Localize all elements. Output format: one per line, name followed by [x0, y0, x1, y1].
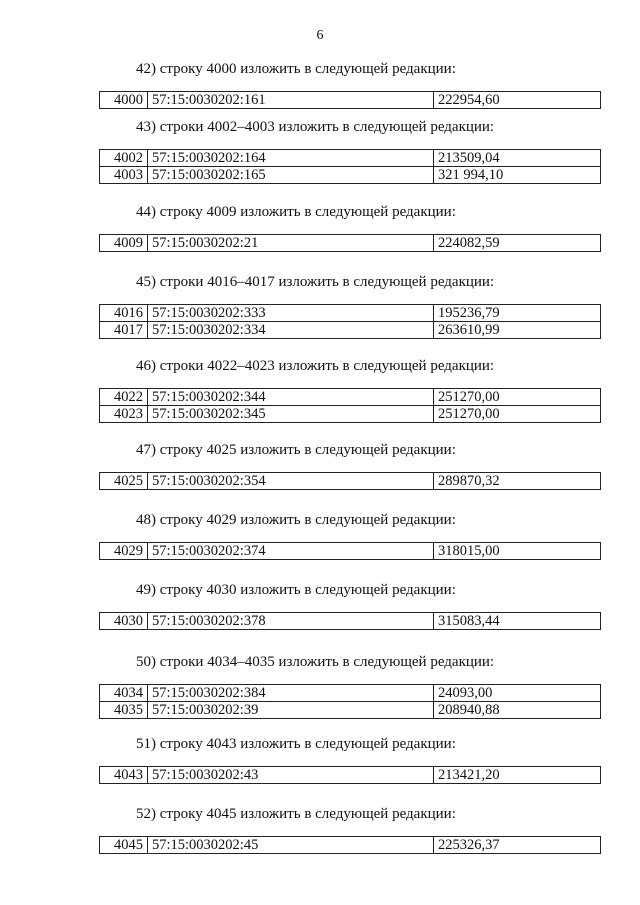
row-number: 4000	[100, 92, 148, 109]
cadastral-number: 57:15:0030202:21	[148, 235, 434, 252]
amendment-instruction: 48) строку 4029 изложить в следующей редакции:	[136, 512, 456, 528]
cadastral-value: 213509,04	[434, 150, 601, 167]
amendment-table	[99, 612, 601, 630]
cadastral-value: 222954,60	[434, 92, 601, 109]
cadastral-number: 57:15:0030202:354	[148, 473, 434, 490]
cadastral-number: 57:15:0030202:45	[148, 837, 434, 854]
amendment-instruction: 45) строки 4016–4017 изложить в следующей редакции:	[136, 274, 495, 290]
row-number: 4017	[100, 322, 148, 339]
cadastral-number: 57:15:0030202:333	[148, 305, 434, 322]
table-row	[100, 702, 601, 719]
cadastral-value: 24093,00	[434, 685, 601, 702]
cadastral-value: 213421,20	[434, 767, 601, 784]
row-number: 4022	[100, 389, 148, 406]
amendment-instruction: 43) строки 4002–4003 изложить в следующей редакции:	[136, 119, 495, 135]
table-row	[100, 837, 601, 854]
table-row	[100, 235, 601, 252]
cadastral-number: 57:15:0030202:344	[148, 389, 434, 406]
cadastral-value: 195236,79	[434, 305, 601, 322]
row-number: 4023	[100, 406, 148, 423]
cadastral-value: 224082,59	[434, 235, 601, 252]
cadastral-number: 57:15:0030202:165	[148, 167, 434, 184]
row-number: 4030	[100, 613, 148, 630]
amendment-instruction: 49) строку 4030 изложить в следующей редакции:	[136, 582, 456, 598]
cadastral-value: 315083,44	[434, 613, 601, 630]
table-row	[100, 473, 601, 490]
table-row	[100, 406, 601, 423]
table-row	[100, 543, 601, 560]
table-row	[100, 167, 601, 184]
cadastral-number: 57:15:0030202:334	[148, 322, 434, 339]
row-number: 4043	[100, 767, 148, 784]
cadastral-value: 208940,88	[434, 702, 601, 719]
amendment-table	[99, 766, 601, 784]
cadastral-value: 251270,00	[434, 406, 601, 423]
cadastral-number: 57:15:0030202:164	[148, 150, 434, 167]
amendment-table	[99, 542, 601, 560]
row-number: 4045	[100, 837, 148, 854]
cadastral-value: 318015,00	[434, 543, 601, 560]
amendment-instruction: 47) строку 4025 изложить в следующей редакции:	[136, 442, 456, 458]
table-row	[100, 685, 601, 702]
row-number: 4029	[100, 543, 148, 560]
cadastral-number: 57:15:0030202:161	[148, 92, 434, 109]
row-number: 4025	[100, 473, 148, 490]
table-row	[100, 389, 601, 406]
page-number: 6	[316, 28, 324, 43]
row-number: 4003	[100, 167, 148, 184]
amendment-instruction: 42) строку 4000 изложить в следующей редакции:	[136, 61, 456, 77]
table-row	[100, 322, 601, 339]
table-row	[100, 305, 601, 322]
amendment-table	[99, 234, 601, 252]
amendment-table	[99, 388, 601, 423]
row-number: 4009	[100, 235, 148, 252]
amendment-instruction: 52) строку 4045 изложить в следующей редакции:	[136, 806, 456, 822]
cadastral-value: 321 994,10	[434, 167, 601, 184]
cadastral-value: 225326,37	[434, 837, 601, 854]
table-row	[100, 613, 601, 630]
cadastral-value: 289870,32	[434, 473, 601, 490]
cadastral-number: 57:15:0030202:378	[148, 613, 434, 630]
amendment-table	[99, 836, 601, 854]
amendment-table	[99, 91, 601, 109]
row-number: 4002	[100, 150, 148, 167]
row-number: 4035	[100, 702, 148, 719]
amendment-instruction: 44) строку 4009 изложить в следующей редакции:	[136, 204, 456, 220]
amendment-instruction: 51) строку 4043 изложить в следующей редакции:	[136, 736, 456, 752]
row-number: 4016	[100, 305, 148, 322]
cadastral-number: 57:15:0030202:384	[148, 685, 434, 702]
cadastral-value: 251270,00	[434, 389, 601, 406]
amendment-table	[99, 472, 601, 490]
cadastral-value: 263610,99	[434, 322, 601, 339]
cadastral-number: 57:15:0030202:374	[148, 543, 434, 560]
table-row	[100, 92, 601, 109]
amendment-instruction: 46) строки 4022–4023 изложить в следующей редакции:	[136, 358, 495, 374]
amendment-instruction: 50) строки 4034–4035 изложить в следующей редакции:	[136, 654, 495, 670]
amendment-table	[99, 304, 601, 339]
cadastral-number: 57:15:0030202:39	[148, 702, 434, 719]
table-row	[100, 767, 601, 784]
row-number: 4034	[100, 685, 148, 702]
table-row	[100, 150, 601, 167]
amendment-table	[99, 149, 601, 184]
cadastral-number: 57:15:0030202:43	[148, 767, 434, 784]
cadastral-number: 57:15:0030202:345	[148, 406, 434, 423]
amendment-table	[99, 684, 601, 719]
